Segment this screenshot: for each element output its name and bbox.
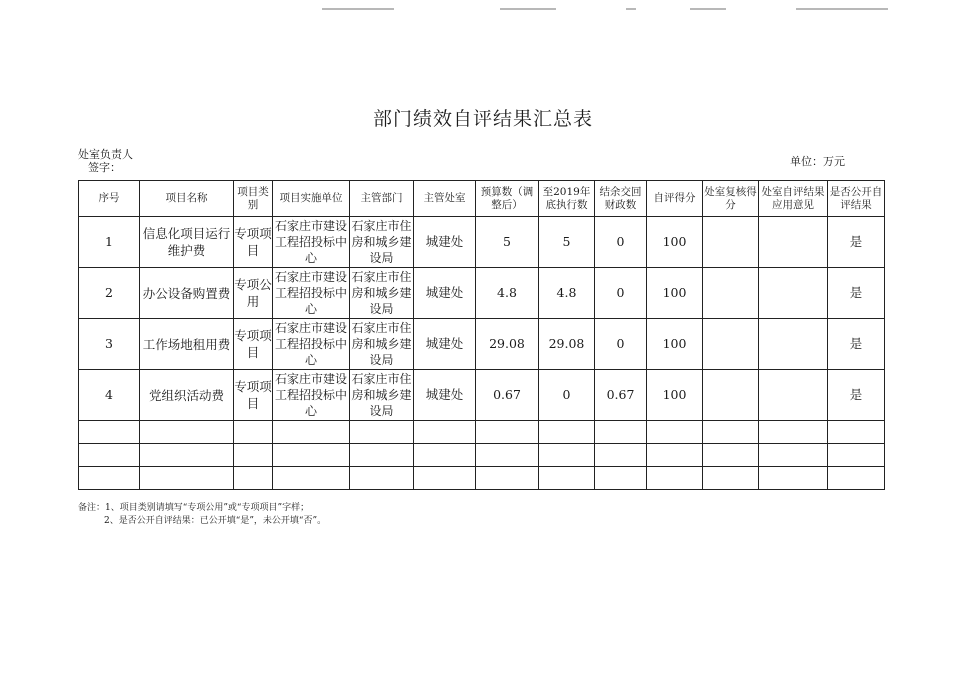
cell-office: 城建处: [414, 217, 476, 268]
cell-executed: 5: [539, 217, 595, 268]
cell-budget: 5: [476, 217, 539, 268]
table-row: [79, 370, 885, 421]
cell-dept: 石家庄市住房和城乡建设局: [350, 268, 414, 319]
sign-label: 签字：: [88, 161, 121, 174]
cell-no: 1: [79, 217, 140, 268]
cell-balance: 0: [595, 268, 647, 319]
table-row: [79, 217, 885, 268]
cell-category: 专项项目: [234, 319, 273, 370]
cell-opinion: [759, 319, 828, 370]
cell-impl-unit: 石家庄市建设工程招投标中心: [273, 268, 350, 319]
col-header-opinion: 处室自评结果应用意见: [759, 181, 828, 217]
cell-dept: 石家庄市住房和城乡建设局: [350, 217, 414, 268]
empty-row: [79, 467, 885, 490]
cell-opinion: [759, 268, 828, 319]
cell-name: 工作场地租用费: [140, 319, 234, 370]
cell-score: 100: [647, 217, 703, 268]
responsible-signature-block: [78, 148, 133, 174]
cell-budget: 4.8: [476, 268, 539, 319]
col-header-balance: 结余交回财政数: [595, 181, 647, 217]
cell-executed: 29.08: [539, 319, 595, 370]
cell-score: 100: [647, 370, 703, 421]
cell-review-score: [703, 319, 759, 370]
col-header-score: 自评得分: [647, 181, 703, 217]
cell-category: 专项公用: [234, 268, 273, 319]
col-header-no: 序号: [79, 181, 140, 217]
col-header-review-score: 处室复核得分: [703, 181, 759, 217]
col-header-office: 主管处室: [414, 181, 476, 217]
scan-top-marks: [0, 4, 966, 14]
empty-row: [79, 421, 885, 444]
col-header-impl-unit: 项目实施单位: [273, 181, 350, 217]
cell-name: 党组织活动费: [140, 370, 234, 421]
empty-row: [79, 444, 885, 467]
cell-impl-unit: 石家庄市建设工程招投标中心: [273, 370, 350, 421]
cell-office: 城建处: [414, 319, 476, 370]
cell-no: 4: [79, 370, 140, 421]
cell-executed: 4.8: [539, 268, 595, 319]
cell-dept: 石家庄市住房和城乡建设局: [350, 319, 414, 370]
cell-public: 是: [828, 370, 885, 421]
cell-executed: 0: [539, 370, 595, 421]
cell-category: 专项项目: [234, 217, 273, 268]
cell-review-score: [703, 217, 759, 268]
col-header-name: 项目名称: [140, 181, 234, 217]
summary-table: [78, 180, 885, 490]
col-header-executed: 至2019年底执行数: [539, 181, 595, 217]
col-header-category: 项目类别: [234, 181, 273, 217]
cell-dept: 石家庄市住房和城乡建设局: [350, 370, 414, 421]
cell-office: 城建处: [414, 370, 476, 421]
responsible-label: 处室负责人: [78, 148, 133, 161]
table-row: [79, 319, 885, 370]
col-header-public: 是否公开自评结果: [828, 181, 885, 217]
cell-budget: 0.67: [476, 370, 539, 421]
cell-public: 是: [828, 268, 885, 319]
cell-impl-unit: 石家庄市建设工程招投标中心: [273, 319, 350, 370]
cell-score: 100: [647, 268, 703, 319]
cell-no: 2: [79, 268, 140, 319]
footnote-1: 备注：1、项目类别请填写“专项公用”或“专项项目”字样；: [78, 503, 310, 513]
cell-impl-unit: 石家庄市建设工程招投标中心: [273, 217, 350, 268]
cell-budget: 29.08: [476, 319, 539, 370]
unit-label: 单位：万元: [790, 155, 845, 168]
cell-score: 100: [647, 319, 703, 370]
page-title: 部门绩效自评结果汇总表: [372, 108, 593, 130]
table-row: [79, 268, 885, 319]
cell-balance: 0: [595, 319, 647, 370]
cell-category: 专项项目: [234, 370, 273, 421]
cell-public: 是: [828, 217, 885, 268]
cell-public: 是: [828, 319, 885, 370]
cell-name: 办公设备购置费: [140, 268, 234, 319]
cell-name: 信息化项目运行维护费: [140, 217, 234, 268]
cell-balance: 0: [595, 217, 647, 268]
cell-office: 城建处: [414, 268, 476, 319]
footnotes: [78, 502, 326, 528]
cell-opinion: [759, 217, 828, 268]
cell-balance: 0.67: [595, 370, 647, 421]
cell-review-score: [703, 370, 759, 421]
table-header-row: [79, 181, 885, 217]
cell-review-score: [703, 268, 759, 319]
footnote-2: 2、是否公开自评结果：已公开填“是”，未公开填“否”。: [104, 516, 327, 526]
cell-no: 3: [79, 319, 140, 370]
col-header-budget: 预算数（调整后）: [476, 181, 539, 217]
cell-opinion: [759, 370, 828, 421]
col-header-dept: 主管部门: [350, 181, 414, 217]
